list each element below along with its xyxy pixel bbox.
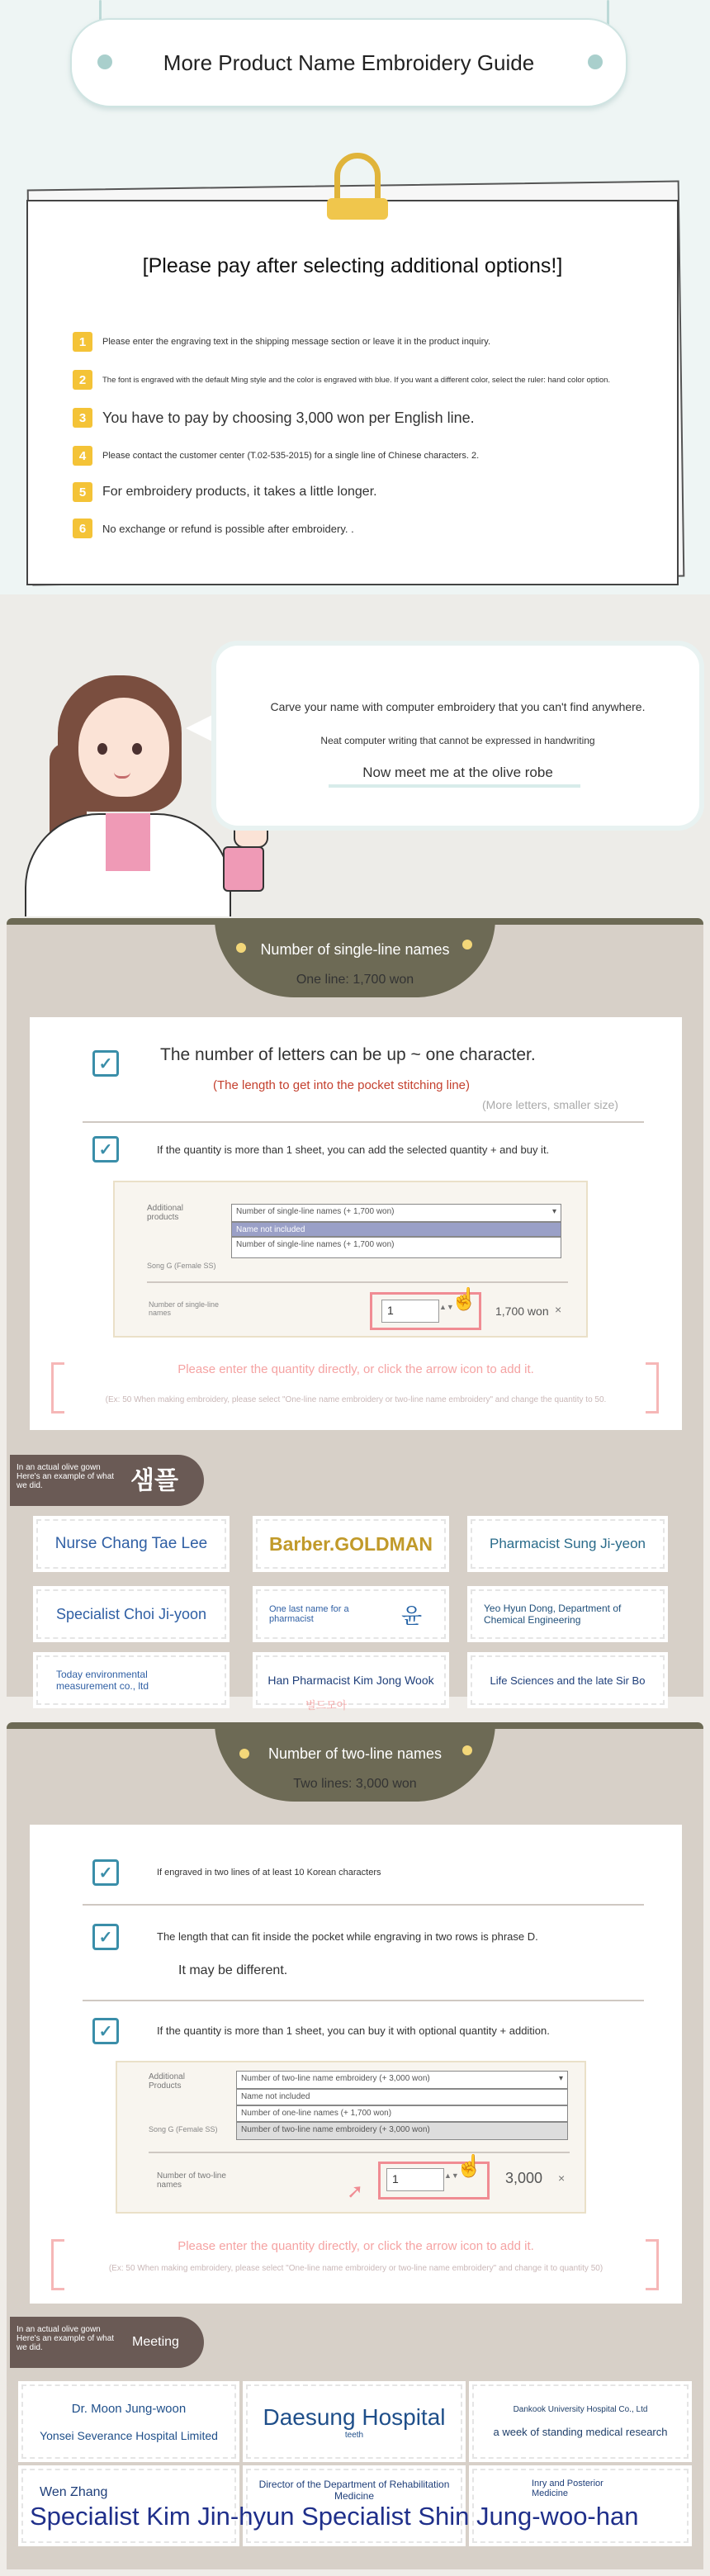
check-icon: ✓ [92,1859,119,1886]
divider [149,2152,570,2153]
sample-text: 윤 [401,1603,423,1628]
double-check2-sub: It may be different. [178,1963,288,1977]
speech-line-2: Neat computer writing that cannot be expressed in handwriting [320,735,595,746]
sample-text: a week of standing medical research [493,2426,668,2438]
sample-card: Wen Zhang [21,2469,236,2543]
dropdown-option[interactable] [236,2105,568,2122]
single-check1-text: The number of letters can be up ~ one character. [160,1045,536,1064]
notice-number: 6 [73,519,92,538]
check-icon: ✓ [92,1136,119,1163]
single-product-select[interactable] [231,1204,561,1222]
check-icon: ✓ [92,2018,119,2044]
sample-card: Specialist Choi Ji-yoon [36,1589,226,1639]
sample-card: Pharmacist Sung Ji-yeon [471,1519,665,1569]
notice-item-1 [73,332,490,352]
notice-text: Please enter the engraving text in the shipping message section or leave it in the product inquiry. [102,337,491,347]
label-additional: Additional Products [149,2072,185,2091]
notice-number: 3 [73,408,92,428]
option-text: Name not included [241,2092,310,2101]
double-fine-print: (Ex: 50 When making embroidery, please select "One-line name embroidery or two-line name embroidery" and change it to quantity 50) [108,2264,604,2273]
arrow-pointer-icon: ➚ [347,2181,364,2203]
divider [83,2000,644,2001]
clip-base [327,198,388,220]
sample-tag-big: 샘플 [130,1467,178,1494]
dropdown-option[interactable] [236,2089,568,2105]
notice-title: [Please pay after selecting additional options!] [142,254,563,277]
notice-item-6 [73,519,354,538]
double-total: 3,000 [505,2170,543,2186]
sample-text: Yonsei Severance Hospital Limited [40,2428,218,2442]
notice-item-5 [73,482,377,502]
double-check1-text: If engraved in two lines of at least 10 Korean characters [157,1868,381,1878]
select-price: (+ 1,700 won) [343,1207,395,1216]
select-value: Number of single-line names [236,1207,342,1216]
double-product-select[interactable] [236,2071,568,2089]
option-text: Number of two-line name embroidery (+ 3,000 won) [241,2125,430,2134]
sample-card: Inry and Posterior Medicine [472,2469,689,2543]
nurse-eye-left [97,743,107,755]
notice-item-4 [73,446,479,466]
notice-text: The font is engraved with the default Ming style and the color is engraved with blue. If you want a different color, select the ruler: hand color option. [102,375,611,385]
single-fine-print: (Ex: 50 When making embroidery, please select "One-line name embroidery or two-line name embroidery" and change the quantity to 50. [105,1395,607,1404]
notice-text: For embroidery products, it takes a little longer. [102,485,377,499]
option-text: Number of single-line names (+ 1,700 won) [236,1240,395,1249]
sample-card: Today environmental measurement co., ltd [36,1655,226,1705]
single-instruction: Please enter the quantity directly, or click the arrow icon to add it. [178,1362,534,1376]
nurse-sleeve [223,846,264,892]
dropdown-option[interactable] [236,2122,568,2140]
double-heading: Number of two-line names [267,1745,443,1762]
sample-text: One last name for a pharmacist [269,1604,349,1624]
sample-card [246,2384,462,2459]
double-qty-input[interactable]: 1 [386,2168,444,2191]
sample-card: Life Sciences and the late Sir Bo [471,1655,665,1705]
notice-item-3 [73,408,475,428]
chevron-down-icon: ▾ [551,1207,556,1216]
watermark: 벌드모아 [305,1699,348,1712]
pin-dot-right [588,54,603,69]
hand-cursor-icon: ☝ [456,2153,483,2178]
label-song: Song G (Female SS) [149,2125,218,2133]
speech-underline [329,784,580,788]
sample-card: Han Pharmacist Kim Jong Wook [256,1655,446,1705]
page-title-text: More Product Name Embroidery Guide [163,50,535,75]
nurse-eye-right [132,743,142,755]
sample-card: Yeo Hyun Dong, Department of Chemical Engineering [471,1589,665,1639]
divider [83,1904,644,1906]
chevron-down-icon: ▾ [558,2074,563,2083]
notice-number: 2 [73,370,92,390]
speech-line-3: Now meet me at the olive robe [362,765,553,780]
divider [83,1121,644,1123]
nurse-shirt [106,813,150,871]
single-total: 1,700 won [495,1305,549,1318]
sample-card: Barber.GOLDMAN [256,1519,446,1569]
double-check3-text: If the quantity is more than 1 sheet, you can buy it with optional quantity + addition. [157,2024,550,2037]
sample-text: teeth [344,2430,364,2440]
speech-line-1: Carve your name with computer embroidery that you can't find anywhere. [270,700,646,713]
sample-card [256,1589,446,1639]
hand-cursor-icon: ☝ [451,1286,478,1311]
option-text: Name not included [236,1225,305,1234]
option-text: Number of one-line names (+ 1,700 won) [241,2109,392,2118]
double-check2-text: The length that can fit inside the pocket while engraving in two rows is phrase D. [157,1930,538,1943]
label-song: Song G (Female SS) [147,1262,216,1270]
notice-text: No exchange or refund is possible after embroidery. . [102,522,354,535]
single-price: One line: 1,700 won [296,973,414,987]
label-qty: Number of two-line names [157,2171,226,2190]
big-caption: Specialist Kim Jin-hyun Specialist Shin Jung-woo-han [30,2502,639,2531]
single-check1-sub: (The length to get into the pocket stitching line) [213,1078,471,1092]
label-additional: Additional products [147,1204,183,1222]
nurse-face [78,698,169,797]
divider [147,1281,568,1283]
single-qty-input[interactable]: 1 [381,1300,439,1323]
sample-card [21,2384,236,2459]
sample-card: Director of the Department of Rehabilitation Medicine [246,2469,462,2543]
sample-text: Dr. Moon Jung-woon [71,2401,187,2416]
double-price: Two lines: 3,000 won [293,1777,417,1791]
sample-text: Daesung Hospital [263,2403,446,2430]
select-value: Number of two-line name embroidery (+ 3,000 won) [241,2074,430,2083]
single-check2-text: If the quantity is more than 1 sheet, you can add the selected quantity + and buy it. [157,1144,550,1156]
sample-tag-big: Meeting [132,2335,179,2349]
single-heading: Number of single-line names [260,941,450,958]
dropdown-option[interactable] [231,1222,561,1237]
notice-number: 5 [73,482,92,502]
pin-dot-left [97,54,112,69]
double-instruction: Please enter the quantity directly, or click the arrow icon to add it. [178,2239,534,2253]
check-icon: ✓ [92,1050,119,1077]
notice-number: 4 [73,446,92,466]
label-qty: Number of single-line names [149,1300,220,1317]
notice-number: 1 [73,332,92,352]
sample-tag-small: In an actual olive gown Here's an example of what we did. [17,2325,115,2352]
sample-text: Dankook University Hospital Co., Ltd [513,2405,648,2414]
qty-arrows[interactable]: ▲▼ [444,2171,459,2180]
page-title [70,18,627,107]
remove-icon[interactable]: × [555,1303,562,1316]
check-icon: ✓ [92,1924,119,1950]
sample-tag-small: In an actual olive gown Here's an example of what we did. [17,1463,115,1490]
sample-card [472,2384,689,2459]
single-check1-note: (More letters, smaller size) [482,1098,618,1111]
qty-arrows[interactable]: ▲▼ [439,1303,454,1311]
remove-icon[interactable]: × [558,2171,566,2185]
notice-text: You have to pay by choosing 3,000 won per English line. [102,409,475,426]
dropdown-option[interactable] [231,1237,561,1258]
notice-text: Please contact the customer center (T.02-535-2015) for a single line of Chinese characters. 2. [102,451,480,461]
notice-item-2 [73,370,610,390]
sample-card: Nurse Chang Tae Lee [36,1519,226,1569]
